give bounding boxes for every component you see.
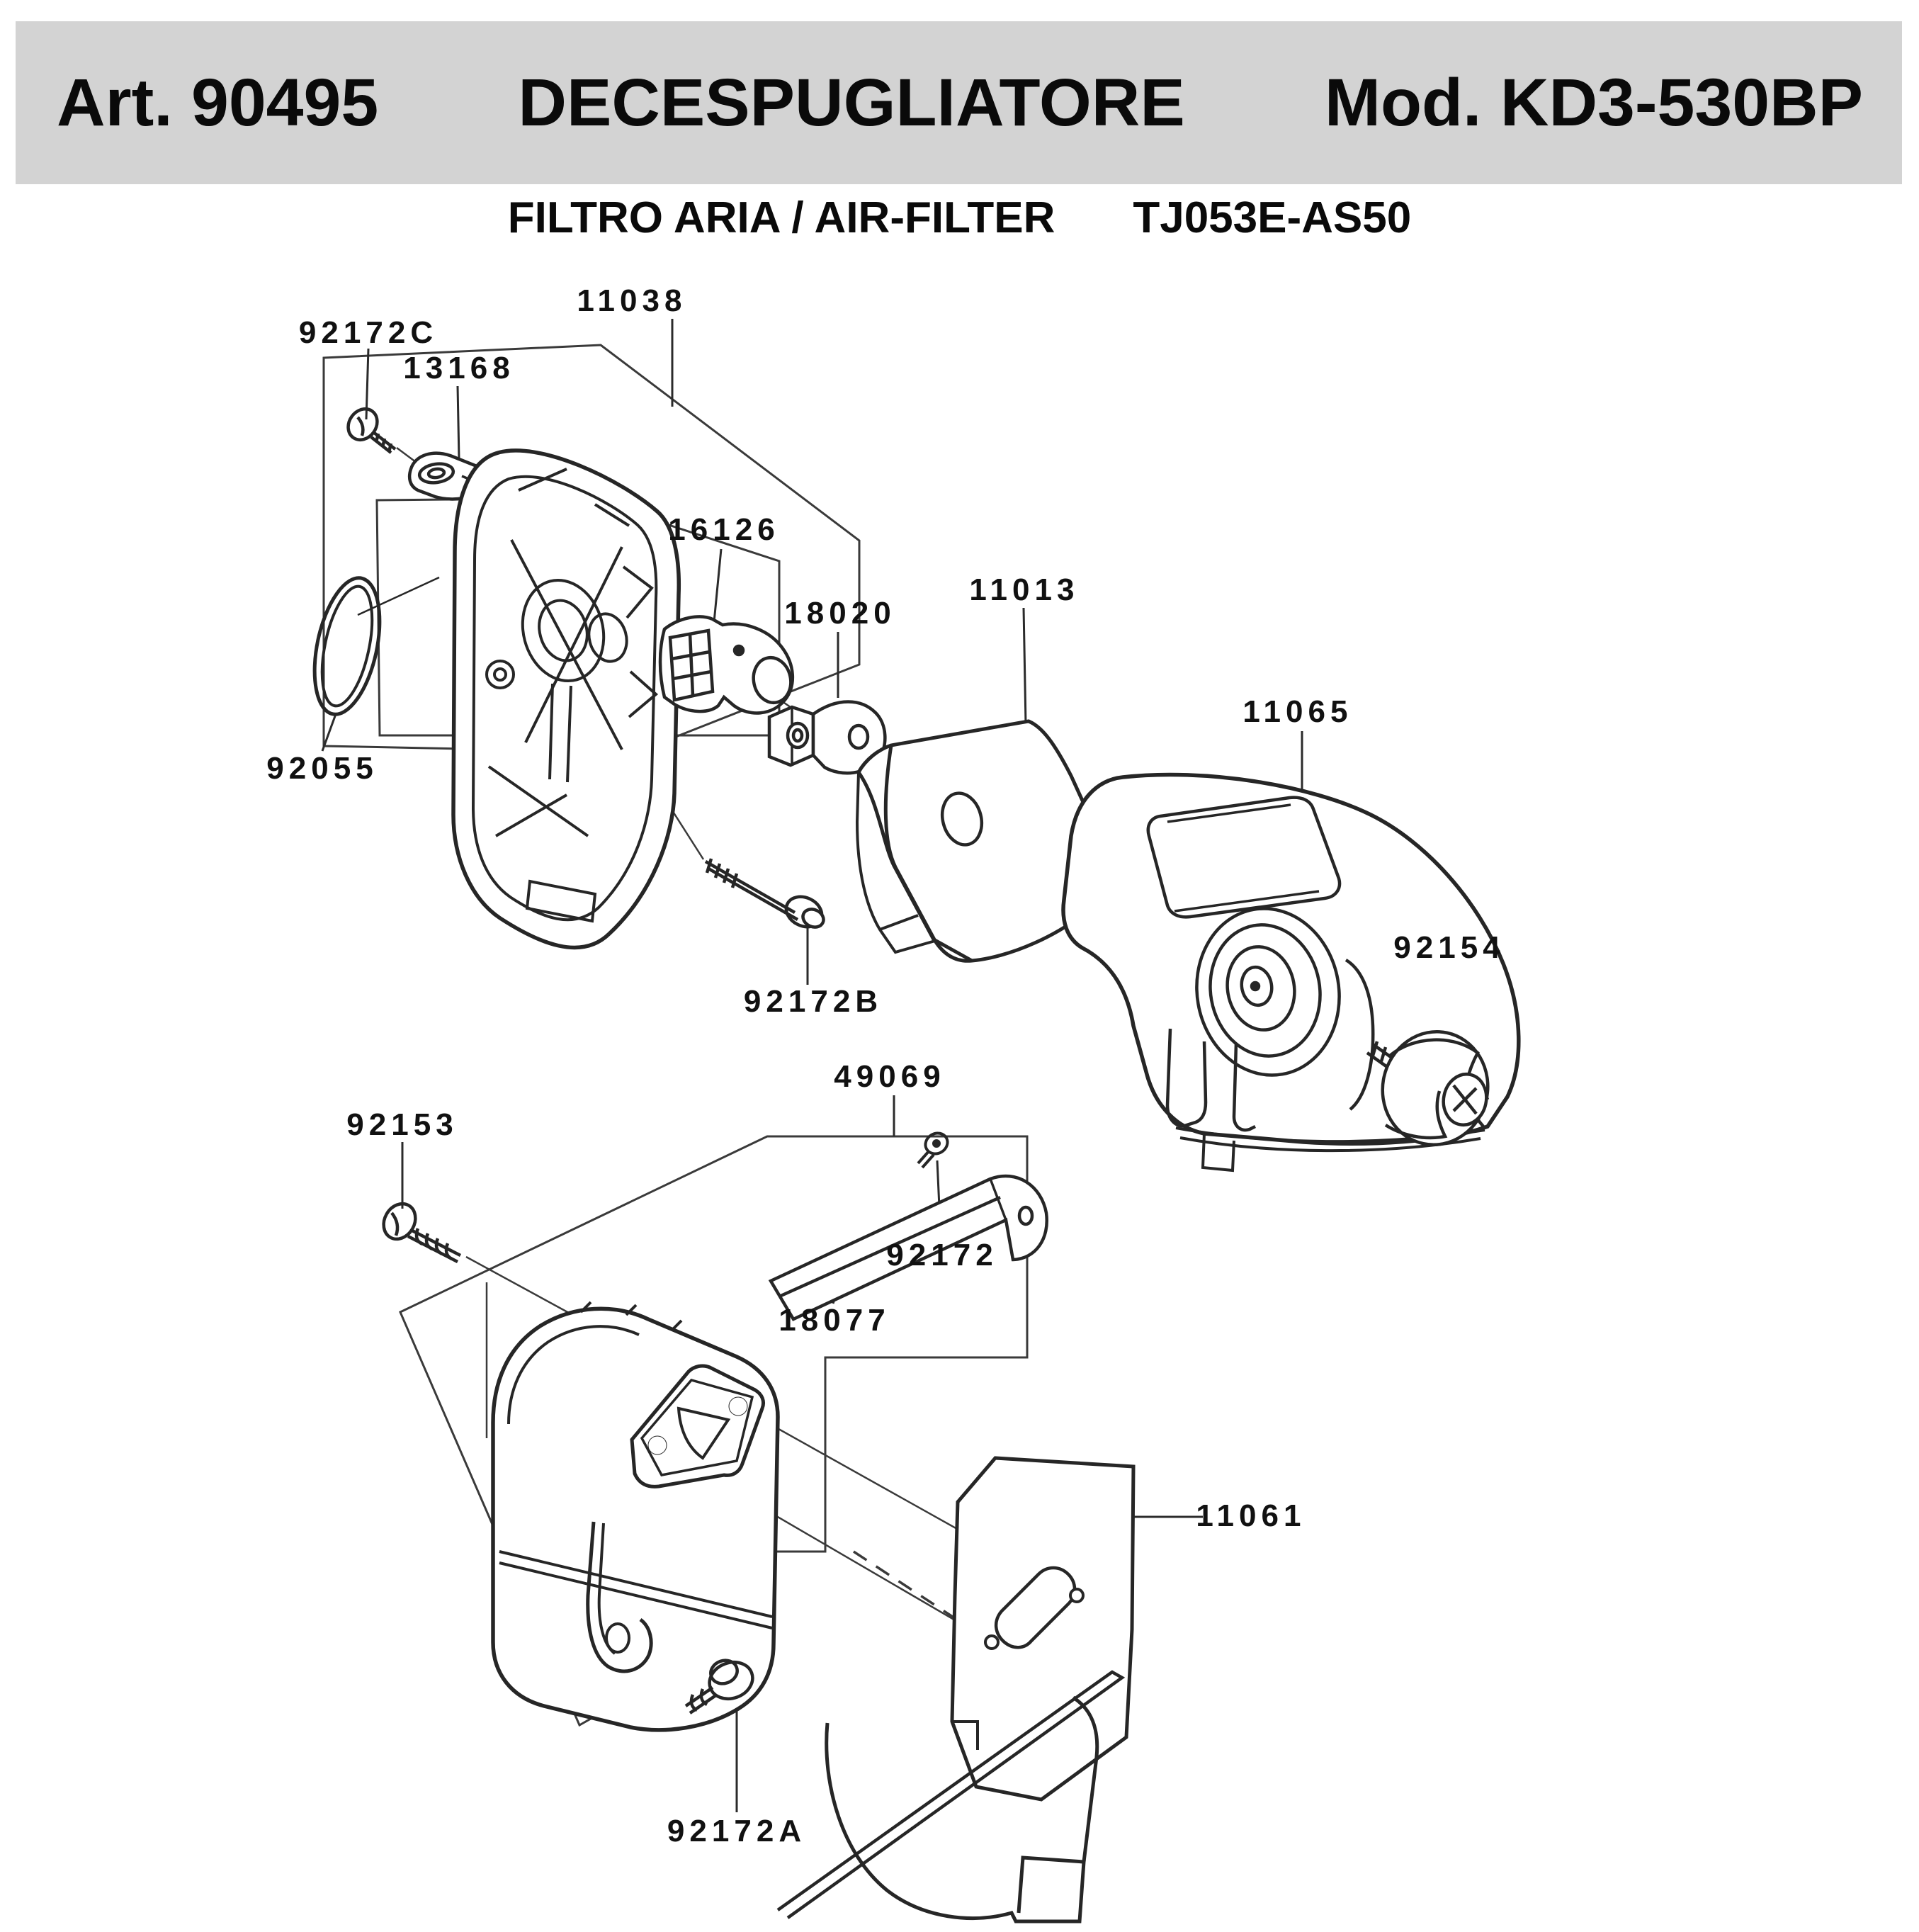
part-label-92153: 92153: [346, 1107, 458, 1142]
part-label-11013: 11013: [969, 572, 1080, 607]
screw-92172-drawing: [918, 1129, 951, 1168]
part-label-11065: 11065: [1242, 694, 1353, 729]
part-label-92154: 92154: [1393, 930, 1505, 965]
screw-92153-drawing: [378, 1198, 460, 1262]
section-title: FILTRO ARIA / AIR-FILTER: [507, 193, 1055, 242]
part-label-92172A: 92172A: [667, 1814, 807, 1848]
choke-lever-16126-drawing: [660, 616, 795, 713]
drawing-code: TJ053E-AS50: [1133, 193, 1412, 242]
article-number: Art. 90495: [57, 64, 379, 140]
part-label-92055: 92055: [266, 751, 378, 786]
machine-name: DECESPUGLIATORE: [518, 64, 1185, 140]
part-label-92172: 92172: [886, 1238, 998, 1272]
model-number: Mod. KD3-530BP: [1324, 64, 1863, 140]
part-label-16126: 16126: [668, 512, 780, 547]
part-label-18077: 18077: [779, 1303, 890, 1338]
part-label-92172C: 92172C: [298, 315, 438, 350]
plate-11061-drawing: [778, 1458, 1133, 1921]
part-label-49069: 49069: [834, 1059, 946, 1094]
part-label-13168: 13168: [403, 351, 515, 385]
screw-92172C-drawing: [342, 403, 395, 453]
part-label-18020: 18020: [784, 596, 896, 631]
part-label-92172B: 92172B: [743, 984, 883, 1019]
screw-92172B-drawing: [706, 859, 827, 932]
housing-11038-drawing: [453, 451, 679, 948]
part-label-11038: 11038: [577, 283, 687, 318]
part-label-11061: 11061: [1196, 1498, 1306, 1533]
